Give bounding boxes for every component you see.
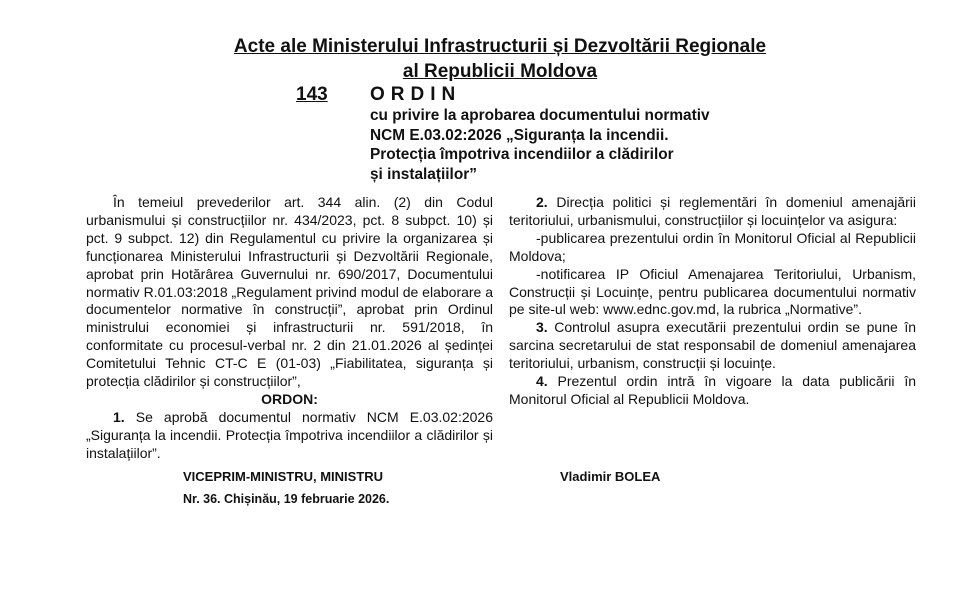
- order-subject-line: Protecția împotriva incendiilor a clădirilor: [370, 146, 674, 163]
- article-1-number: 1.: [113, 408, 125, 425]
- left-column: [86, 194, 493, 463]
- right-column: [509, 194, 916, 409]
- section-heading: [150, 34, 850, 84]
- order-reference: Nr. 36. Chișinău, 19 februarie 2026.: [183, 492, 390, 506]
- article-4-text: Prezentul ordin intră în vigoare la data publicării în Monitorul Oficial al Republicii Moldova.: [509, 373, 916, 407]
- article-2-subitem: -publicarea prezentului ordin în Monitorul Oficial al Republicii Moldova;: [509, 229, 916, 264]
- ordon-label: ORDON:: [261, 390, 318, 407]
- article-4-number: 4.: [536, 373, 548, 390]
- article-1: [86, 409, 493, 463]
- signatory-title: VICEPRIM-MINISTRU, MINISTRU: [183, 469, 384, 484]
- preamble-paragraph: În temeiul prevederilor art. 344 alin. (2) din Codul urbanismului și construcțiilor nr. 434/2023, pct. 8 subpct. 10) și pct. 9 subpct. 12) din Regulamentul cu privire la organizarea și funcționarea Ministerului Infrastructurii și Dezvoltării Regionale, aprobat prin Hotărârea Guvernului nr. 690/2017, Documentului normativ R.01.03:2018 „Regulament privind modul de elaborare a documentelor normative în construcții”, aprobat prin Ordinul ministrului economiei și infrastructurii nr. 591/2018, în conformitate cu procesul-verbal nr. 2 din 21.01.2026 al ședinței Comitetului Tehnic CT-C E (01-03) „Fiabilitatea, siguranța și protecția clădirilor și construcțiilor”,: [86, 194, 494, 390]
- article-2-text: Direcția politici și reglementări în domeniul amenajării teritoriului, urbanismului, construcțiilor și locuințelor va asigura:: [509, 194, 917, 228]
- signatory-name: Vladimir BOLEA: [560, 469, 661, 484]
- article-2-subitem: -notificarea IP Oficiul Amenajarea Teritoriului, Urbanism, Construcții și Locuințe, pentru publicarea documentului normativ pe site-ul web: www.ednc.gov.md, la rubrica „Normative”.: [509, 265, 916, 318]
- order-title: ORDIN: [370, 84, 462, 105]
- article-3: [509, 319, 916, 373]
- order-subject: [370, 106, 830, 184]
- article-1-text: Se aprobă documentul normativ NCM E.03.02:2026 „Siguranța la incendii. Protecția împotriva incendiilor a clădirilor și instalațiilor”.: [86, 408, 494, 461]
- heading-line-2: al Republicii Moldova: [402, 61, 598, 82]
- heading-line-1: Acte ale Ministerului Infrastructurii și Dezvoltării Regionale: [233, 36, 767, 57]
- article-3-text: Controlul asupra executării prezentului ordin se pune în sarcina secretarului de stat responsabil de domeniul amenajarea teritoriului, urbanism, construcții și locuințe.: [509, 319, 916, 372]
- order-number: 143: [296, 84, 328, 105]
- order-subject-line: NCM E.03.02:2026 „Siguranța la incendii.: [370, 126, 669, 144]
- article-4: [509, 373, 916, 409]
- order-subject-line: și instalațiilor”: [370, 165, 477, 183]
- order-subject-line: cu privire la aprobarea documentului normativ: [370, 107, 710, 124]
- article-2: [509, 194, 916, 230]
- article-3-number: 3.: [536, 319, 548, 336]
- article-2-number: 2.: [536, 194, 548, 210]
